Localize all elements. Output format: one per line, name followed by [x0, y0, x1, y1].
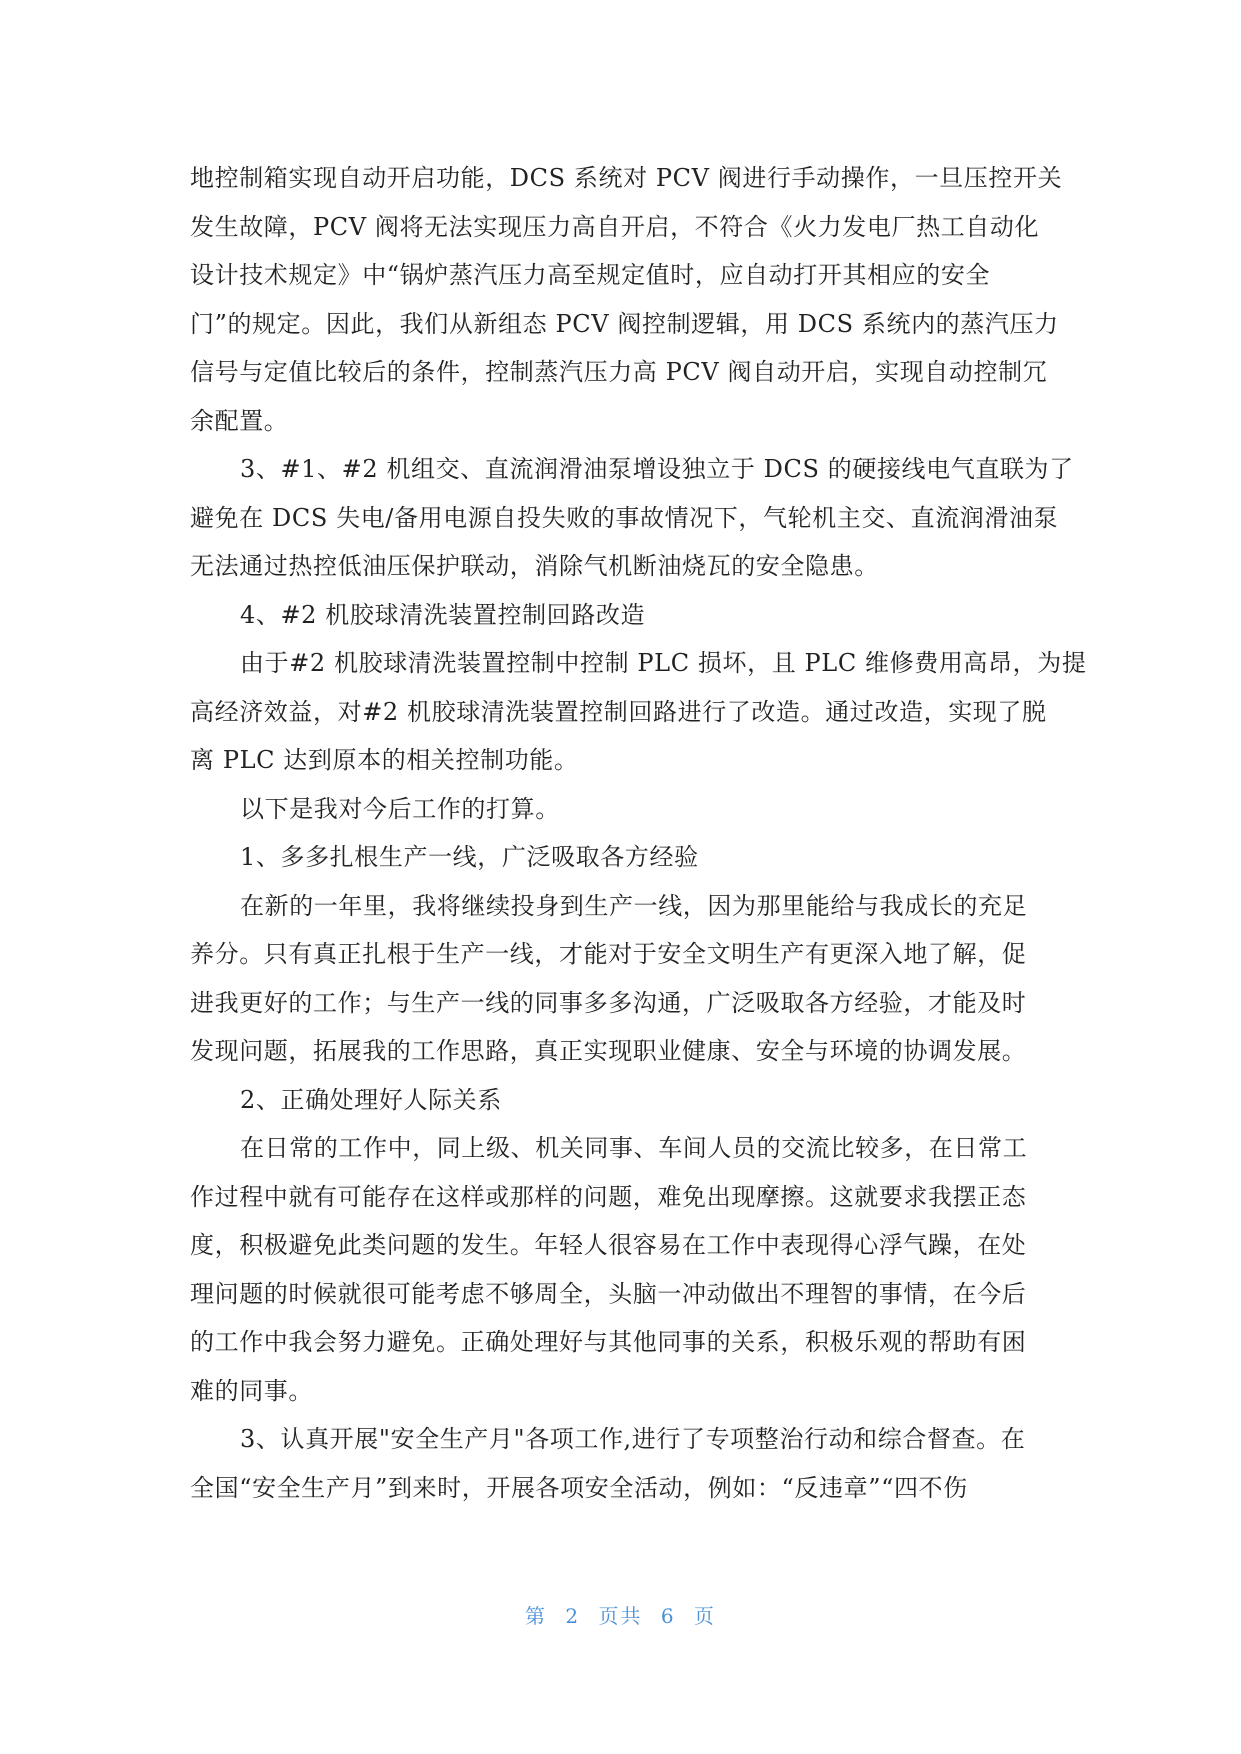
text-line: 离 PLC 达到原本的相关控制功能。 [190, 746, 579, 774]
text-line: 3、认真开展"安全生产月"各项工作,进行了专项整治行动和综合督查。在 [240, 1425, 1026, 1453]
text-line: 门”的规定。因此，我们从新组态 PCV 阀控制逻辑，用 DCS 系统内的蒸汽压力 [190, 309, 1059, 338]
text-line: 高经济效益，对#2 机胶球清洗装置控制回路进行了改造。通过改造，实现了脱 [190, 697, 1047, 726]
text-line: 余配置。 [190, 406, 289, 435]
text-line: 进我更好的工作；与生产一线的同事多多沟通，广泛吸取各方经验，才能及时 [190, 988, 1027, 1017]
text-line: 以下是我对今后工作的打算。 [240, 794, 560, 823]
text-line: 无法通过热控低油压保护联动，消除气机断油烧瓦的安全隐患。 [190, 552, 879, 580]
section-heading: 2、正确处理好人际关系 [240, 1085, 502, 1114]
text-line: 3、#1、#2 机组交、直流润滑油泵增设独立于 DCS 的硬接线电气直联为了 [240, 455, 1074, 483]
text-line: 在新的一年里，我将继续投身到生产一线，因为那里能给与我成长的充足 [240, 891, 1028, 920]
text-line: 设计技术规定》中“锅炉蒸汽压力高至规定值时，应自动打开其相应的安全 [190, 261, 991, 289]
text-line: 作过程中就有可能存在这样或那样的问题，难免出现摩擦。这就要求我摆正态 [190, 1182, 1027, 1211]
text-line: 信号与定值比较后的条件，控制蒸汽压力高 PCV 阀自动开启，实现自动控制冗 [190, 358, 1048, 386]
document-body [190, 154, 1087, 1512]
text-line: 养分。只有真正扎根于生产一线，才能对于安全文明生产有更深入地了解，促 [190, 940, 1027, 968]
text-line: 地控制箱实现自动开启功能，DCS 系统对 PCV 阀进行手动操作，一旦压控开关 [190, 164, 1063, 192]
section-heading: 1、多多扎根生产一线，广泛吸取各方经验 [240, 843, 699, 871]
text-line: 避免在 DCS 失电/备用电源自投失败的事故情况下，气轮机主交、直流润滑油泵 [190, 503, 1059, 532]
text-line: 在日常的工作中，同上级、机关同事、车间人员的交流比较多，在日常工 [240, 1134, 1028, 1162]
page-number-footer: 第 2 页共 6 页 [525, 1604, 716, 1628]
text-line: 的工作中我会努力避免。正确处理好与其他同事的关系，积极乐观的帮助有困 [190, 1328, 1027, 1356]
text-line: 理问题的时候就很可能考虑不够周全，头脑一冲动做出不理智的事情，在今后 [190, 1279, 1027, 1308]
text-line: 难的同事。 [190, 1376, 313, 1405]
text-line: 由于#2 机胶球清洗装置控制中控制 PLC 损坏，且 PLC 维修费用高昂，为提 [240, 649, 1087, 677]
text-line: 度，积极避免此类问题的发生。年轻人很容易在工作中表现得心浮气躁，在处 [190, 1231, 1027, 1259]
text-line: 全国“安全生产月”到来时，开展各项安全活动，例如：“反违章”“四不伤 [190, 1473, 968, 1502]
section-heading: 4、#2 机胶球清洗装置控制回路改造 [240, 600, 646, 629]
text-line: 发现问题，拓展我的工作思路，真正实现职业健康、安全与环境的协调发展。 [190, 1037, 1027, 1065]
text-line: 发生故障，PCV 阀将无法实现压力高自开启，不符合《火力发电厂热工自动化 [190, 212, 1040, 241]
